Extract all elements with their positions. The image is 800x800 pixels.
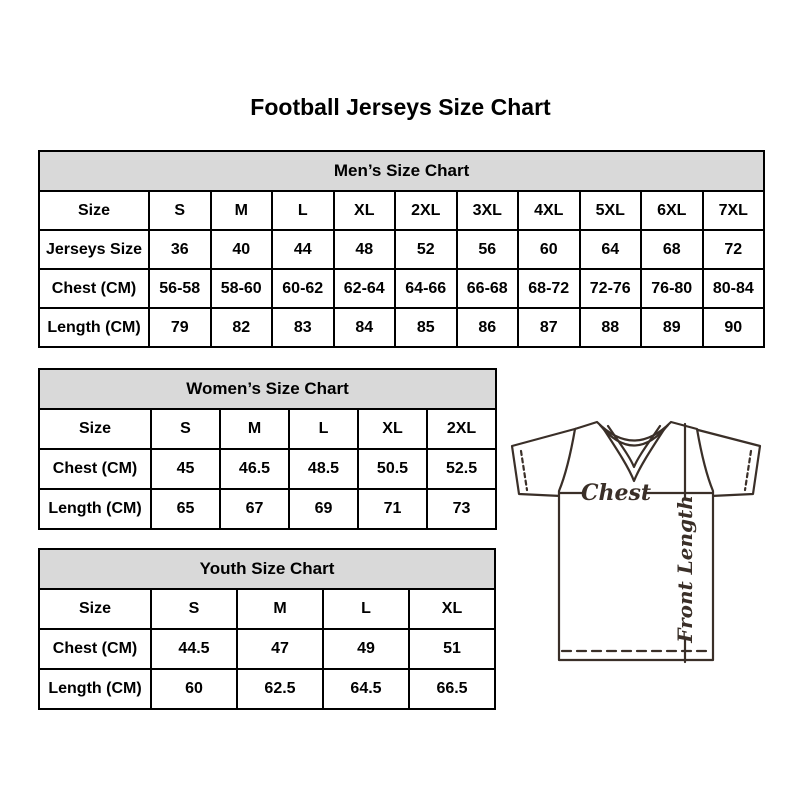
table-cell: 83 — [272, 308, 334, 347]
chest-label: Chest — [580, 480, 652, 506]
table-cell: 7XL — [703, 191, 765, 230]
womens-table-title: Women’s Size Chart — [39, 369, 496, 409]
row-label: Chest (CM) — [39, 629, 151, 669]
table-cell: S — [151, 589, 237, 629]
table-cell: 48 — [334, 230, 396, 269]
front-length-label: Front Length — [673, 495, 697, 643]
table-cell: 60 — [151, 669, 237, 709]
table-header-row — [39, 369, 496, 409]
table-cell: L — [272, 191, 334, 230]
table-row — [39, 449, 496, 489]
table-cell: 44 — [272, 230, 334, 269]
table-header-row — [39, 549, 495, 589]
table-cell: 71 — [358, 489, 427, 529]
table-cell: 80-84 — [703, 269, 765, 308]
table-cell: 86 — [457, 308, 519, 347]
row-label: Length (CM) — [39, 669, 151, 709]
table-cell: 65 — [151, 489, 220, 529]
table-cell: 60 — [518, 230, 580, 269]
table-row — [39, 489, 496, 529]
row-label: Jerseys Size — [39, 230, 149, 269]
jersey-diagram — [498, 402, 774, 686]
table-cell: 73 — [427, 489, 496, 529]
table-cell: 66.5 — [409, 669, 495, 709]
row-label: Length (CM) — [39, 489, 151, 529]
table-cell: 36 — [149, 230, 211, 269]
row-label: Chest (CM) — [39, 269, 149, 308]
table-cell: S — [149, 191, 211, 230]
table-cell: 50.5 — [358, 449, 427, 489]
row-label: Size — [39, 409, 151, 449]
table-cell: 3XL — [457, 191, 519, 230]
table-cell: 47 — [237, 629, 323, 669]
table-cell: 5XL — [580, 191, 642, 230]
table-row — [39, 308, 764, 347]
page-title: Football Jerseys Size Chart — [250, 94, 551, 120]
table-cell: L — [289, 409, 358, 449]
table-row — [39, 191, 764, 230]
table-cell: 72 — [703, 230, 765, 269]
table-cell: 64-66 — [395, 269, 457, 308]
table-cell: 66-68 — [457, 269, 519, 308]
table-cell: 6XL — [641, 191, 703, 230]
table-cell: 82 — [211, 308, 273, 347]
table-cell: L — [323, 589, 409, 629]
table-row — [39, 230, 764, 269]
row-label: Size — [39, 589, 151, 629]
table-cell: 52.5 — [427, 449, 496, 489]
youth-size-table — [38, 548, 496, 710]
table-cell: 52 — [395, 230, 457, 269]
row-label: Length (CM) — [39, 308, 149, 347]
table-cell: 89 — [641, 308, 703, 347]
table-cell: 58-60 — [211, 269, 273, 308]
table-cell: XL — [409, 589, 495, 629]
table-cell: XL — [358, 409, 427, 449]
table-cell: 60-62 — [272, 269, 334, 308]
table-cell: 72-76 — [580, 269, 642, 308]
table-cell: 45 — [151, 449, 220, 489]
table-cell: 40 — [211, 230, 273, 269]
table-cell: 79 — [149, 308, 211, 347]
table-header-row — [39, 151, 764, 191]
table-cell: 2XL — [395, 191, 457, 230]
table-cell: 64 — [580, 230, 642, 269]
table-row — [39, 589, 495, 629]
table-row — [39, 669, 495, 709]
table-cell: 84 — [334, 308, 396, 347]
table-cell: M — [211, 191, 273, 230]
table-cell: 46.5 — [220, 449, 289, 489]
mens-size-table — [38, 150, 765, 348]
row-label: Chest (CM) — [39, 449, 151, 489]
table-cell: 56 — [457, 230, 519, 269]
table-cell: 68-72 — [518, 269, 580, 308]
table-cell: 2XL — [427, 409, 496, 449]
table-cell: 88 — [580, 308, 642, 347]
table-cell: 68 — [641, 230, 703, 269]
table-cell: 51 — [409, 629, 495, 669]
table-cell: 90 — [703, 308, 765, 347]
mens-table-title: Men’s Size Chart — [39, 151, 764, 191]
table-cell: M — [237, 589, 323, 629]
table-row — [39, 629, 495, 669]
table-cell: 76-80 — [641, 269, 703, 308]
table-cell: 62.5 — [237, 669, 323, 709]
womens-size-table — [38, 368, 497, 530]
table-cell: M — [220, 409, 289, 449]
table-cell: 4XL — [518, 191, 580, 230]
table-cell: S — [151, 409, 220, 449]
table-cell: 56-58 — [149, 269, 211, 308]
table-cell: 87 — [518, 308, 580, 347]
youth-table-title: Youth Size Chart — [39, 549, 495, 589]
table-cell: 69 — [289, 489, 358, 529]
table-cell: 44.5 — [151, 629, 237, 669]
table-cell: 49 — [323, 629, 409, 669]
table-cell: 67 — [220, 489, 289, 529]
table-cell: 64.5 — [323, 669, 409, 709]
table-cell: 85 — [395, 308, 457, 347]
table-cell: 62-64 — [334, 269, 396, 308]
table-cell: 48.5 — [289, 449, 358, 489]
row-label: Size — [39, 191, 149, 230]
table-row — [39, 269, 764, 308]
table-cell: XL — [334, 191, 396, 230]
table-row — [39, 409, 496, 449]
